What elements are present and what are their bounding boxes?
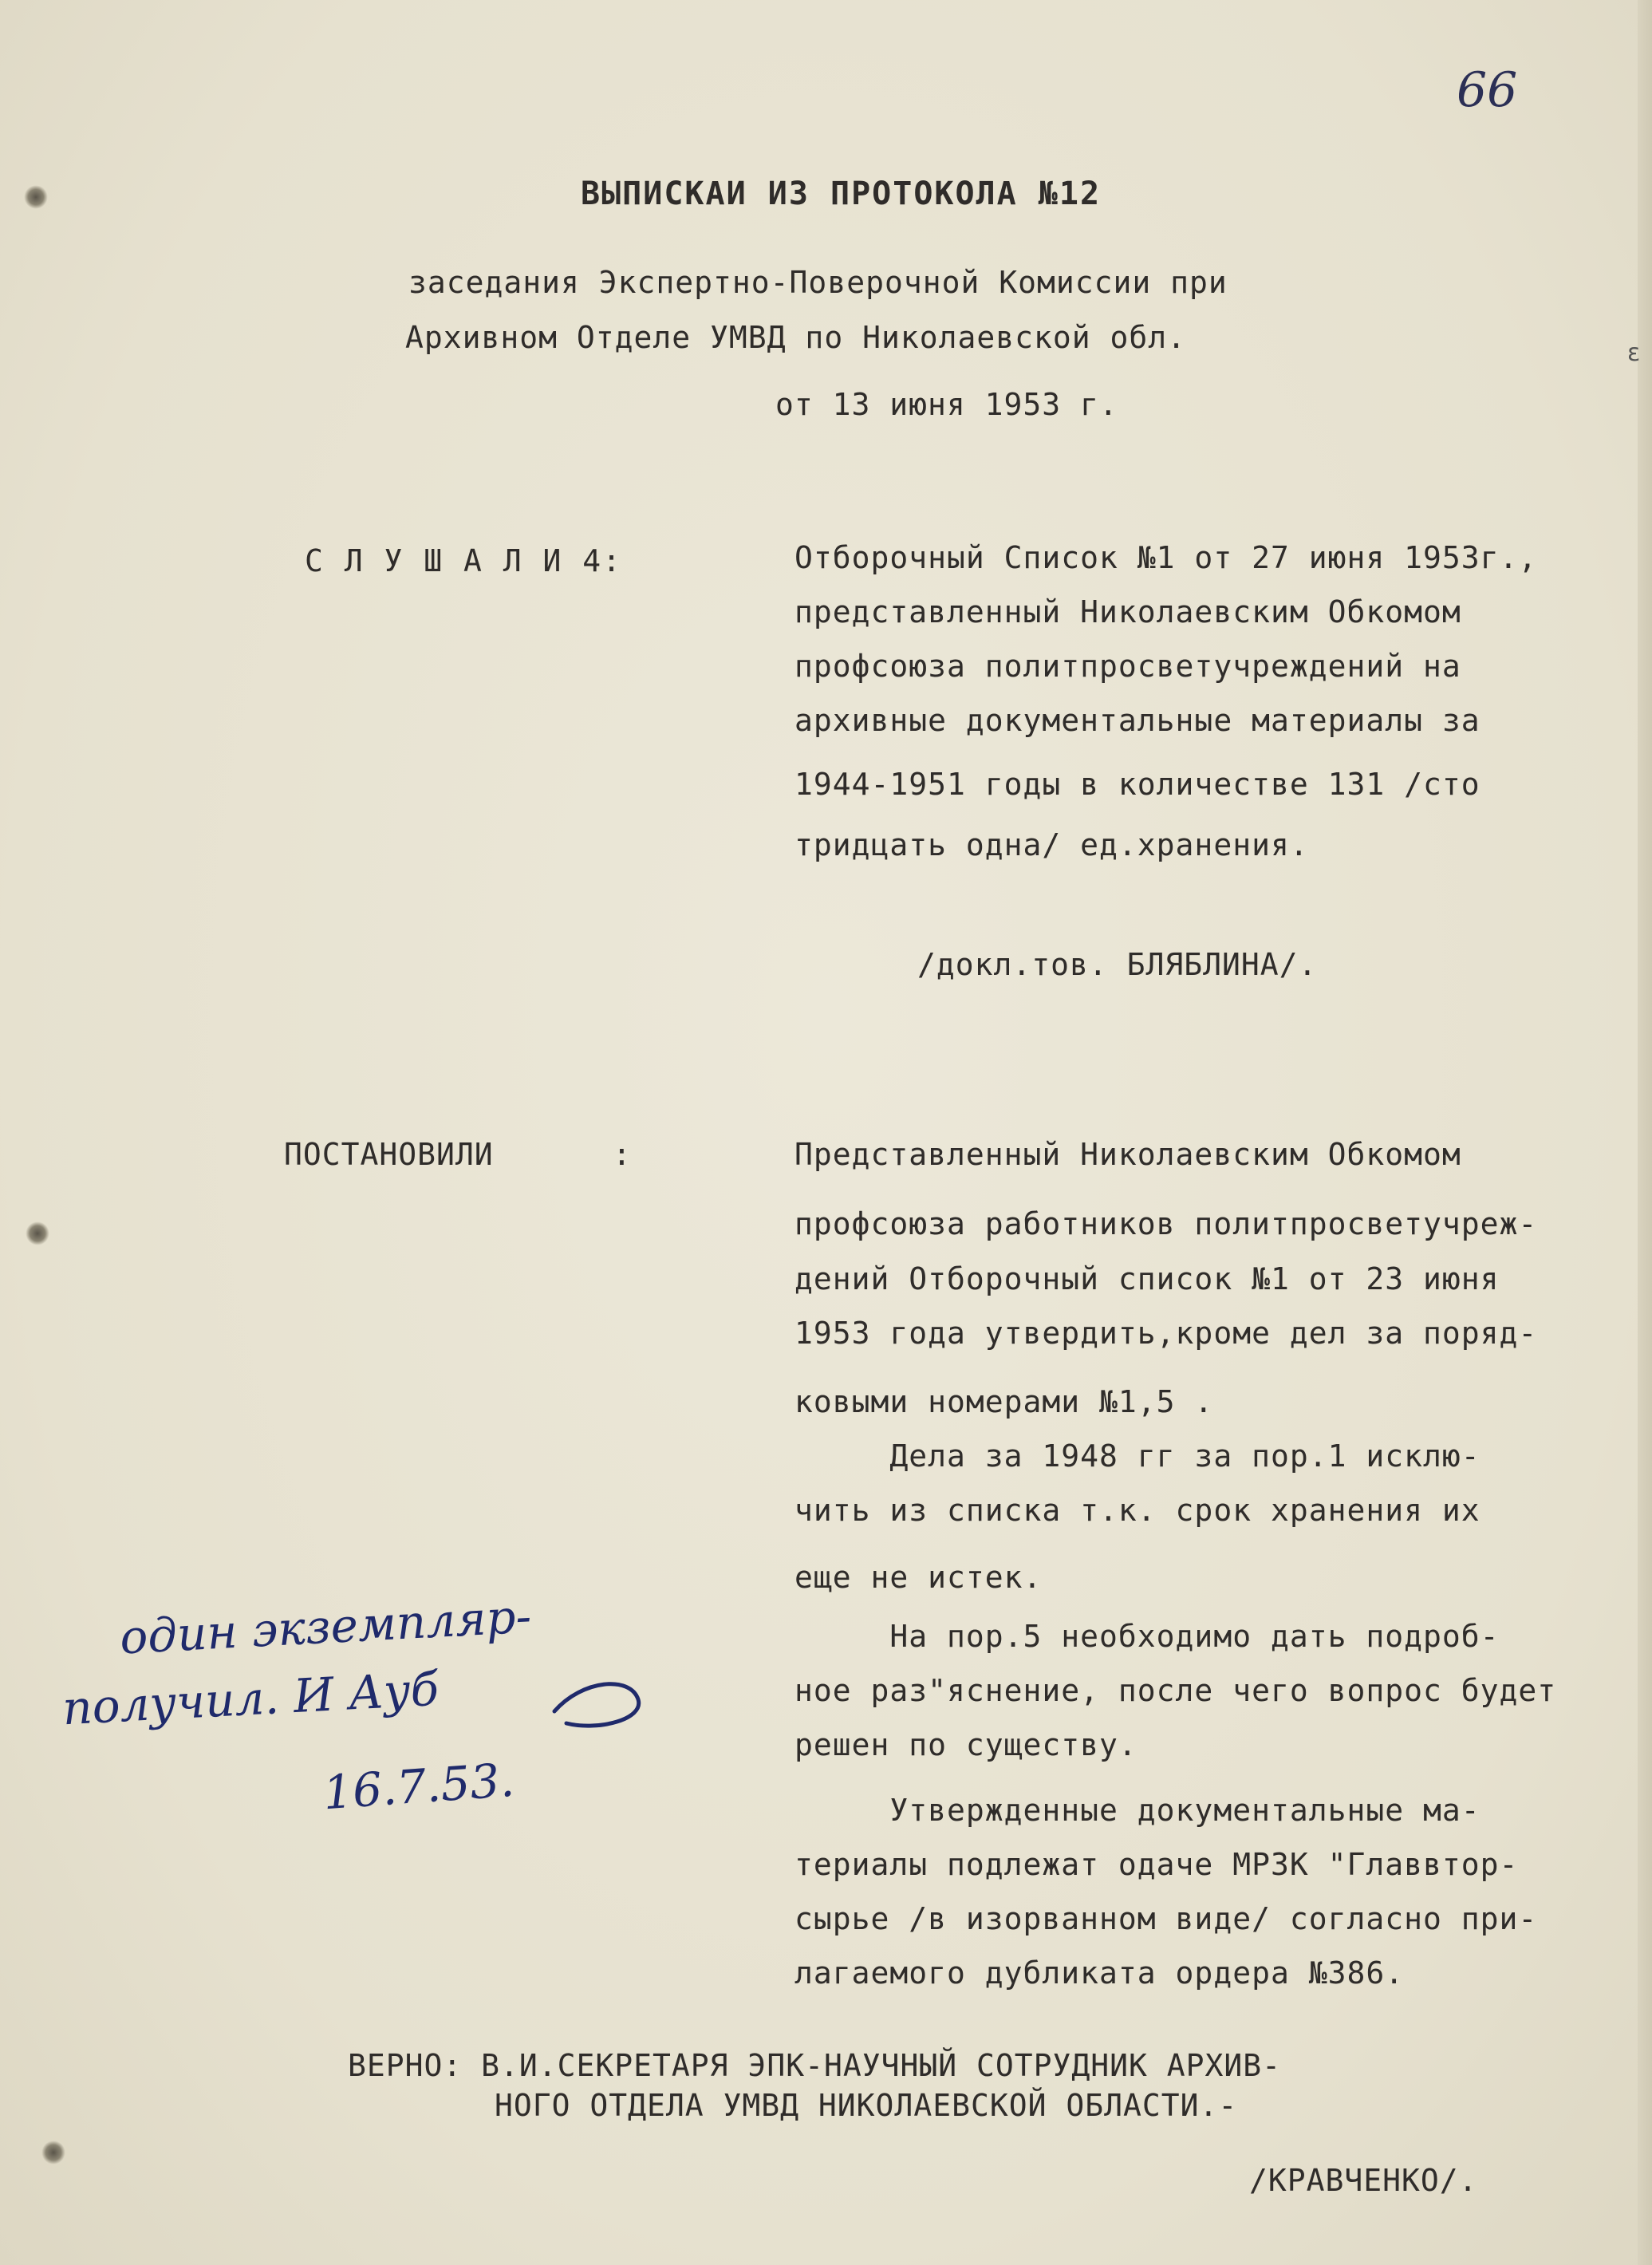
decided-line: териалы подлежат одаче МРЗК "Главвтор- <box>794 1847 1519 1882</box>
decided-line: Утвержденные документальные ма- <box>794 1793 1480 1828</box>
decided-line: профсоюза работников политпросветучреж- <box>794 1206 1538 1241</box>
document-title: ВЫПИСКАИ ИЗ ПРОТОКОЛА №12 <box>581 176 1102 212</box>
decided-line: еще не истек. <box>794 1560 1043 1595</box>
page-number: 66 <box>1457 62 1518 118</box>
decided-line: На пор.5 необходимо дать подроб- <box>794 1619 1500 1654</box>
handwritten-note-line-2: получил. И Ауб <box>61 1661 440 1736</box>
margin-mark: ε <box>1627 339 1641 367</box>
decided-line: Дела за 1948 гг за пор.1 исклю- <box>794 1438 1480 1474</box>
handwritten-signature-flourish <box>550 1671 646 1735</box>
decided-line: ковыми номерами №1,5 . <box>794 1384 1214 1419</box>
punch-hole-top <box>24 185 48 209</box>
decided-line: Представленный Николаевским Обкомом <box>794 1137 1461 1172</box>
heard-line: профсоюза политпросветучреждений на <box>794 649 1461 684</box>
heard-line: представленный Николаевским Обкомом <box>794 594 1461 629</box>
heard-line: 1944-1951 годы в количестве 131 /сто <box>794 767 1480 802</box>
decided-colon: : <box>613 1137 632 1172</box>
punch-hole-middle <box>26 1221 49 1245</box>
reporter: /докл.тов. БЛЯБЛИНА/. <box>917 947 1318 982</box>
decided-line: ное раз"яснение, после чего вопрос будет <box>794 1673 1557 1708</box>
signatory: /КРАВЧЕНКО/. <box>1249 2163 1478 2198</box>
subtitle-line-1: заседания Экспертно-Поверочной Комиссии при <box>408 265 1228 300</box>
heard-line: тридцать одна/ ед.хранения. <box>794 827 1309 862</box>
punch-hole-bottom <box>41 2141 65 2164</box>
decided-line: решен по существу. <box>794 1727 1137 1762</box>
decided-line: сырье /в изорванном виде/ согласно при- <box>794 1901 1538 1936</box>
decided-line: дений Отборочный список №1 от 23 июня <box>794 1261 1500 1296</box>
footer-line-1: ВЕРНО: В.И.СЕКРЕТАРЯ ЭПК-НАУЧНЫЙ СОТРУДНИК АРХИВ- <box>348 2048 1282 2083</box>
heard-line: Отборочный Список №1 от 27 июня 1953г., <box>794 540 1538 575</box>
decided-line: 1953 года утвердить,кроме дел за поряд- <box>794 1316 1538 1351</box>
decided-line: чить из списка т.к. срок хранения их <box>794 1493 1480 1528</box>
decided-line: лагаемого дубликата ордера №386. <box>794 1955 1405 1991</box>
heard-line: архивные документальные материалы за <box>794 703 1480 738</box>
meeting-date: от 13 июня 1953 г. <box>775 387 1118 422</box>
decided-label: ПОСТАНОВИЛИ <box>284 1137 494 1172</box>
handwritten-note-line-1: один экземпляр- <box>118 1588 533 1665</box>
heard-label: С Л У Ш А Л И 4: <box>305 543 623 578</box>
subtitle-line-2: Архивном Отделе УМВД по Николаевской обл. <box>405 320 1186 355</box>
footer-line-2: НОГО ОТДЕЛА УМВД НИКОЛАЕВСКОЙ ОБЛАСТИ.- <box>495 2088 1238 2123</box>
handwritten-date: 16.7.53. <box>321 1752 516 1821</box>
